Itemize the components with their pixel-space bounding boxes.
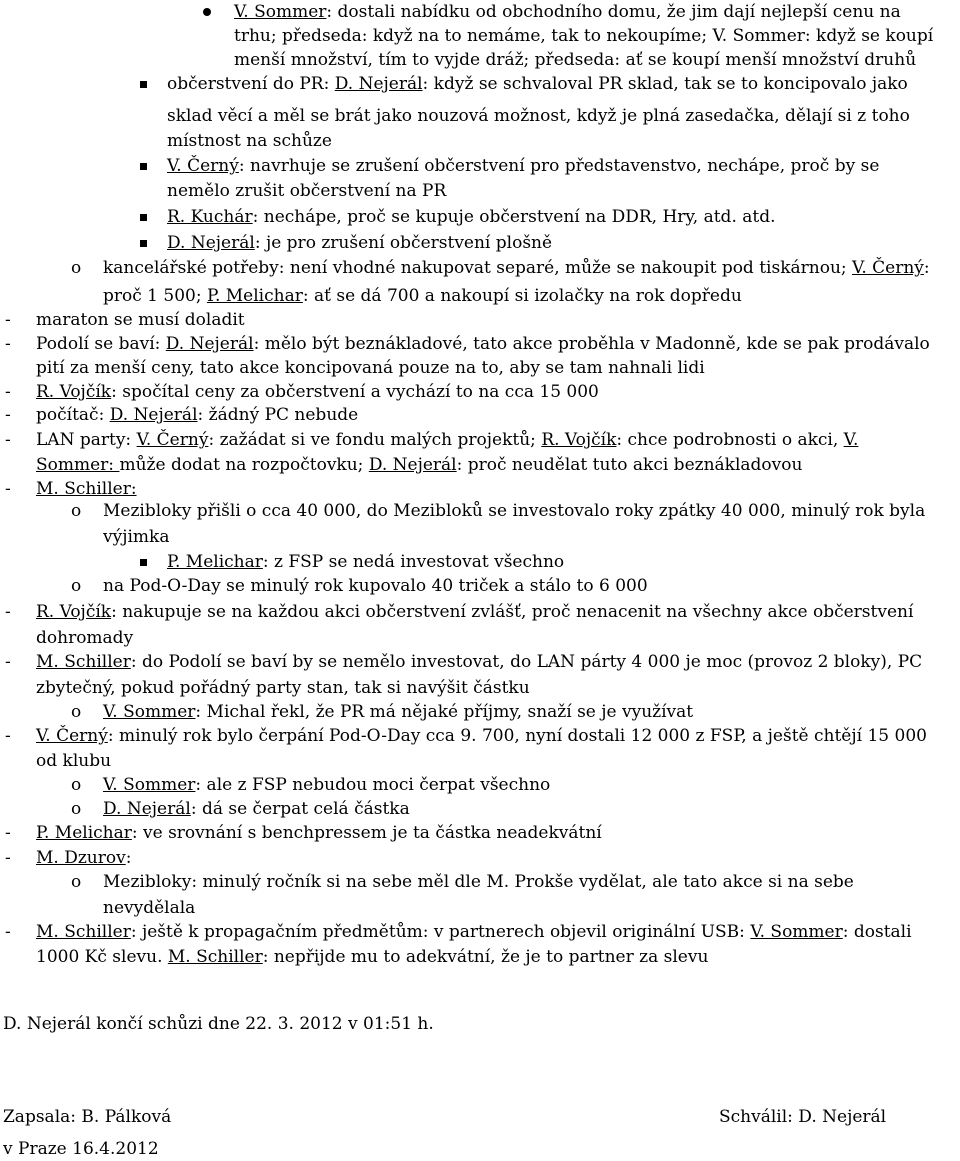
circle-bullet: o: [71, 702, 82, 722]
text-line: [103, 797, 410, 821]
text-fragment: pití za menší ceny, tato akce koncipovaná pouze na to, aby se tam nahnali lidi: [36, 358, 705, 378]
text-fragment: místnost na schůze: [167, 131, 332, 151]
text-line: [36, 380, 599, 404]
text-fragment: maraton se musí doladit: [36, 310, 245, 330]
text-fragment: : dostali: [842, 922, 912, 942]
text-line: [234, 0, 901, 24]
text-fragment: : do Podolí se baví by se nemělo investovat, do LAN párty 4 000 je moc (provoz 2 bloky), PC: [130, 652, 923, 672]
square-bullet-icon: [140, 214, 147, 221]
person-name: D. Nejerál: [368, 455, 457, 475]
text-fragment: LAN party:: [36, 430, 137, 450]
text-fragment: od klubu: [36, 751, 112, 771]
text-fragment: : nechápe, proč se kupuje občerstvení na DDR, Hry, atd. atd.: [252, 207, 776, 227]
text-line: [36, 477, 137, 501]
person-name: V.: [843, 430, 859, 450]
text-fragment: :: [923, 258, 930, 278]
text-line: [36, 724, 927, 748]
dash-bullet: -: [5, 479, 11, 499]
text-fragment: : chce podrobnosti o akci,: [616, 430, 844, 450]
dash-bullet: -: [5, 922, 11, 942]
person-name: V. Černý: [167, 156, 239, 176]
dash-bullet: -: [5, 652, 11, 672]
square-bullet-icon: [140, 559, 147, 566]
text-line: [36, 600, 913, 624]
person-name: M. Schiller:: [36, 479, 137, 499]
person-name: D. Nejerál: [103, 799, 191, 819]
text-line: [103, 574, 648, 598]
dash-bullet: -: [5, 726, 11, 746]
text-line: [36, 821, 602, 845]
square-bullet-icon: [140, 81, 147, 88]
person-name: V. Sommer: [103, 702, 196, 722]
text-fragment: : dostali nabídku od obchodního domu, že jim dají nejlepší cenu na: [326, 2, 901, 22]
circle-bullet: o: [71, 576, 82, 596]
person-name: R. Vojčík: [36, 382, 112, 402]
text-line: [36, 945, 708, 969]
text-line: [36, 846, 131, 870]
text-fragment: : ještě k propagačním předmětům: v partnerech objevil originální USB:: [130, 922, 751, 942]
person-name: V. Černý: [852, 258, 924, 278]
text-line: [167, 104, 910, 128]
text-fragment: :: [125, 848, 132, 868]
text-fragment: v Praze 16.4.2012: [3, 1139, 159, 1159]
text-line: [36, 920, 912, 944]
text-line: [167, 231, 552, 255]
text-fragment: nevydělala: [103, 898, 196, 918]
text-fragment: 1000 Kč slevu.: [36, 947, 168, 967]
text-line: [167, 154, 879, 178]
square-bullet-icon: [140, 240, 147, 247]
dash-bullet: -: [5, 405, 11, 425]
text-fragment: : když se schvaloval PR sklad, tak se to koncipovalo jako: [422, 74, 908, 94]
person-name: V. Černý: [136, 430, 209, 450]
text-line: [234, 48, 916, 72]
person-name: R. Kuchár: [167, 207, 253, 227]
dash-bullet: -: [5, 334, 11, 354]
text-line: [36, 428, 858, 452]
dash-bullet: -: [5, 382, 11, 402]
text-fragment: : ve srovnání s benchpressem je ta částka neadekvátní: [131, 823, 602, 843]
text-fragment: zbytečný, pokud pořádný party stan, tak si navýšit částku: [36, 678, 530, 698]
text-fragment: : žádný PC nebude: [197, 405, 359, 425]
text-fragment: : mělo být beznákladové, tato akce proběhla v Madonně, kde se pak prodávalo: [253, 334, 930, 354]
text-fragment: trhu; předseda: když na to nemáme, tak to nekoupíme; V. Sommer: když se koupí: [234, 26, 934, 46]
dash-bullet: -: [5, 602, 11, 622]
text-fragment: může dodat na rozpočtovku;: [119, 455, 369, 475]
person-name: M. Schiller: [36, 922, 131, 942]
text-fragment: občerstvení do PR:: [167, 74, 335, 94]
text-line: [719, 1105, 886, 1129]
text-line: [103, 896, 195, 920]
text-fragment: : dá se čerpat celá částka: [190, 799, 410, 819]
person-name: D. Nejerál: [109, 405, 198, 425]
person-name: D. Nejerál: [165, 334, 254, 354]
text-line: [167, 72, 908, 96]
text-fragment: sklad věcí a měl se brát jako nouzová možnost, když je plná zasedačka, dělají si z toho: [167, 106, 910, 126]
text-fragment: na Pod-O-Day se minulý rok kupovalo 40 triček a stálo to 6 000: [103, 576, 648, 596]
text-line: [36, 308, 245, 332]
text-line: [167, 179, 446, 203]
text-line: [103, 773, 550, 797]
circle-bullet: o: [71, 872, 82, 892]
text-fragment: : z FSP se nedá investovat všechno: [262, 552, 565, 572]
round-bullet-icon: [203, 8, 211, 16]
text-line: [36, 403, 358, 427]
text-fragment: : proč neudělat tuto akci beznákladovou: [456, 455, 803, 475]
text-fragment: kancelářské potřeby: není vhodné nakupovat separé, může se nakoupit pod tiskárnou;: [103, 258, 853, 278]
circle-bullet: o: [71, 799, 82, 819]
text-line: [36, 332, 930, 356]
text-fragment: Zapsala: B. Pálková: [3, 1107, 172, 1127]
text-line: [103, 499, 925, 523]
text-line: [103, 525, 169, 549]
dash-bullet: -: [5, 430, 11, 450]
text-line: [36, 676, 530, 700]
text-fragment: : spočítal ceny za občerstvení a vychází to na cca 15 000: [111, 382, 599, 402]
person-name: V. Sommer: [750, 922, 843, 942]
person-name: M. Schiller: [167, 947, 263, 967]
text-line: [36, 626, 133, 650]
square-bullet-icon: [140, 163, 147, 170]
text-fragment: Podolí se baví:: [36, 334, 166, 354]
text-fragment: proč 1 500;: [103, 286, 207, 306]
text-fragment: : ale z FSP nebudou moci čerpat všechno: [195, 775, 551, 795]
text-line: [36, 749, 111, 773]
text-line: [167, 129, 332, 153]
text-fragment: D. Nejerál končí schůzi dne 22. 3. 2012 v 01:51 h.: [3, 1014, 434, 1034]
dash-bullet: -: [5, 848, 11, 868]
circle-bullet: o: [71, 258, 82, 278]
text-line: [3, 1105, 171, 1129]
text-fragment: : zažádat si ve fondu malých projektů;: [208, 430, 542, 450]
text-fragment: : je pro zrušení občerstvení plošně: [254, 233, 553, 253]
text-fragment: : navrhuje se zrušení občerstvení pro představenstvo, nechápe, proč by se: [238, 156, 880, 176]
person-name: Sommer:: [36, 455, 120, 475]
text-line: [36, 650, 922, 674]
person-name: R. Vojčík: [36, 602, 112, 622]
text-fragment: výjimka: [103, 527, 170, 547]
person-name: P. Melichar: [167, 552, 263, 572]
circle-bullet: o: [71, 775, 82, 795]
person-name: D. Nejerál: [167, 233, 255, 253]
text-fragment: Schválil: D. Nejerál: [719, 1107, 887, 1127]
text-line: [103, 870, 854, 894]
text-line: [3, 1137, 159, 1161]
person-name: V. Černý: [36, 726, 108, 746]
text-fragment: Mezibloky přišli o cca 40 000, do Mezibloků se investovalo roky zpátky 40 000, minulý rok byla: [103, 501, 926, 521]
dash-bullet: -: [5, 823, 11, 843]
text-line: [3, 1012, 434, 1036]
text-fragment: Mezibloky: minulý ročník si na sebe měl dle M. Prokše vydělat, ale tato akce si na sebe: [103, 872, 854, 892]
text-line: [103, 284, 742, 308]
text-line: [103, 700, 693, 724]
text-fragment: počítač:: [36, 405, 110, 425]
person-name: M. Schiller: [36, 652, 131, 672]
text-fragment: : minulý rok bylo čerpání Pod-O-Day cca 9. 700, nyní dostali 12 000 z FSP, a ještě chtějí 15 000: [107, 726, 927, 746]
person-name: R. Vojčík: [541, 430, 617, 450]
text-line: [103, 256, 930, 280]
person-name: V. Sommer: [103, 775, 196, 795]
person-name: D. Nejerál: [334, 74, 423, 94]
person-name: M. Dzurov: [36, 848, 126, 868]
text-fragment: : ať se dá 700 a nakoupí si izolačky na rok dopředu: [302, 286, 742, 306]
dash-bullet: -: [5, 310, 11, 330]
circle-bullet: o: [71, 501, 82, 521]
text-fragment: : nepřijde mu to adekvátní, že je to partner za slevu: [262, 947, 709, 967]
text-line: [234, 24, 933, 48]
text-fragment: : Michal řekl, že PR má nějaké příjmy, snaží se je využívat: [195, 702, 694, 722]
person-name: P. Melichar: [206, 286, 303, 306]
text-line: [36, 453, 802, 477]
text-line: [167, 550, 564, 574]
text-line: [36, 356, 705, 380]
text-fragment: nemělo zrušit občerstvení na PR: [167, 181, 447, 201]
text-fragment: : nakupuje se na každou akci občerstvení zvlášť, proč nenacenit na všechny akce občerstvení: [111, 602, 914, 622]
text-fragment: menší množství, tím to vyjde dráž; předseda: ať se koupí menší množství druhů: [234, 50, 917, 70]
person-name: P. Melichar: [36, 823, 132, 843]
text-fragment: dohromady: [36, 628, 134, 648]
person-name: V. Sommer: [234, 2, 327, 22]
text-line: [167, 205, 776, 229]
